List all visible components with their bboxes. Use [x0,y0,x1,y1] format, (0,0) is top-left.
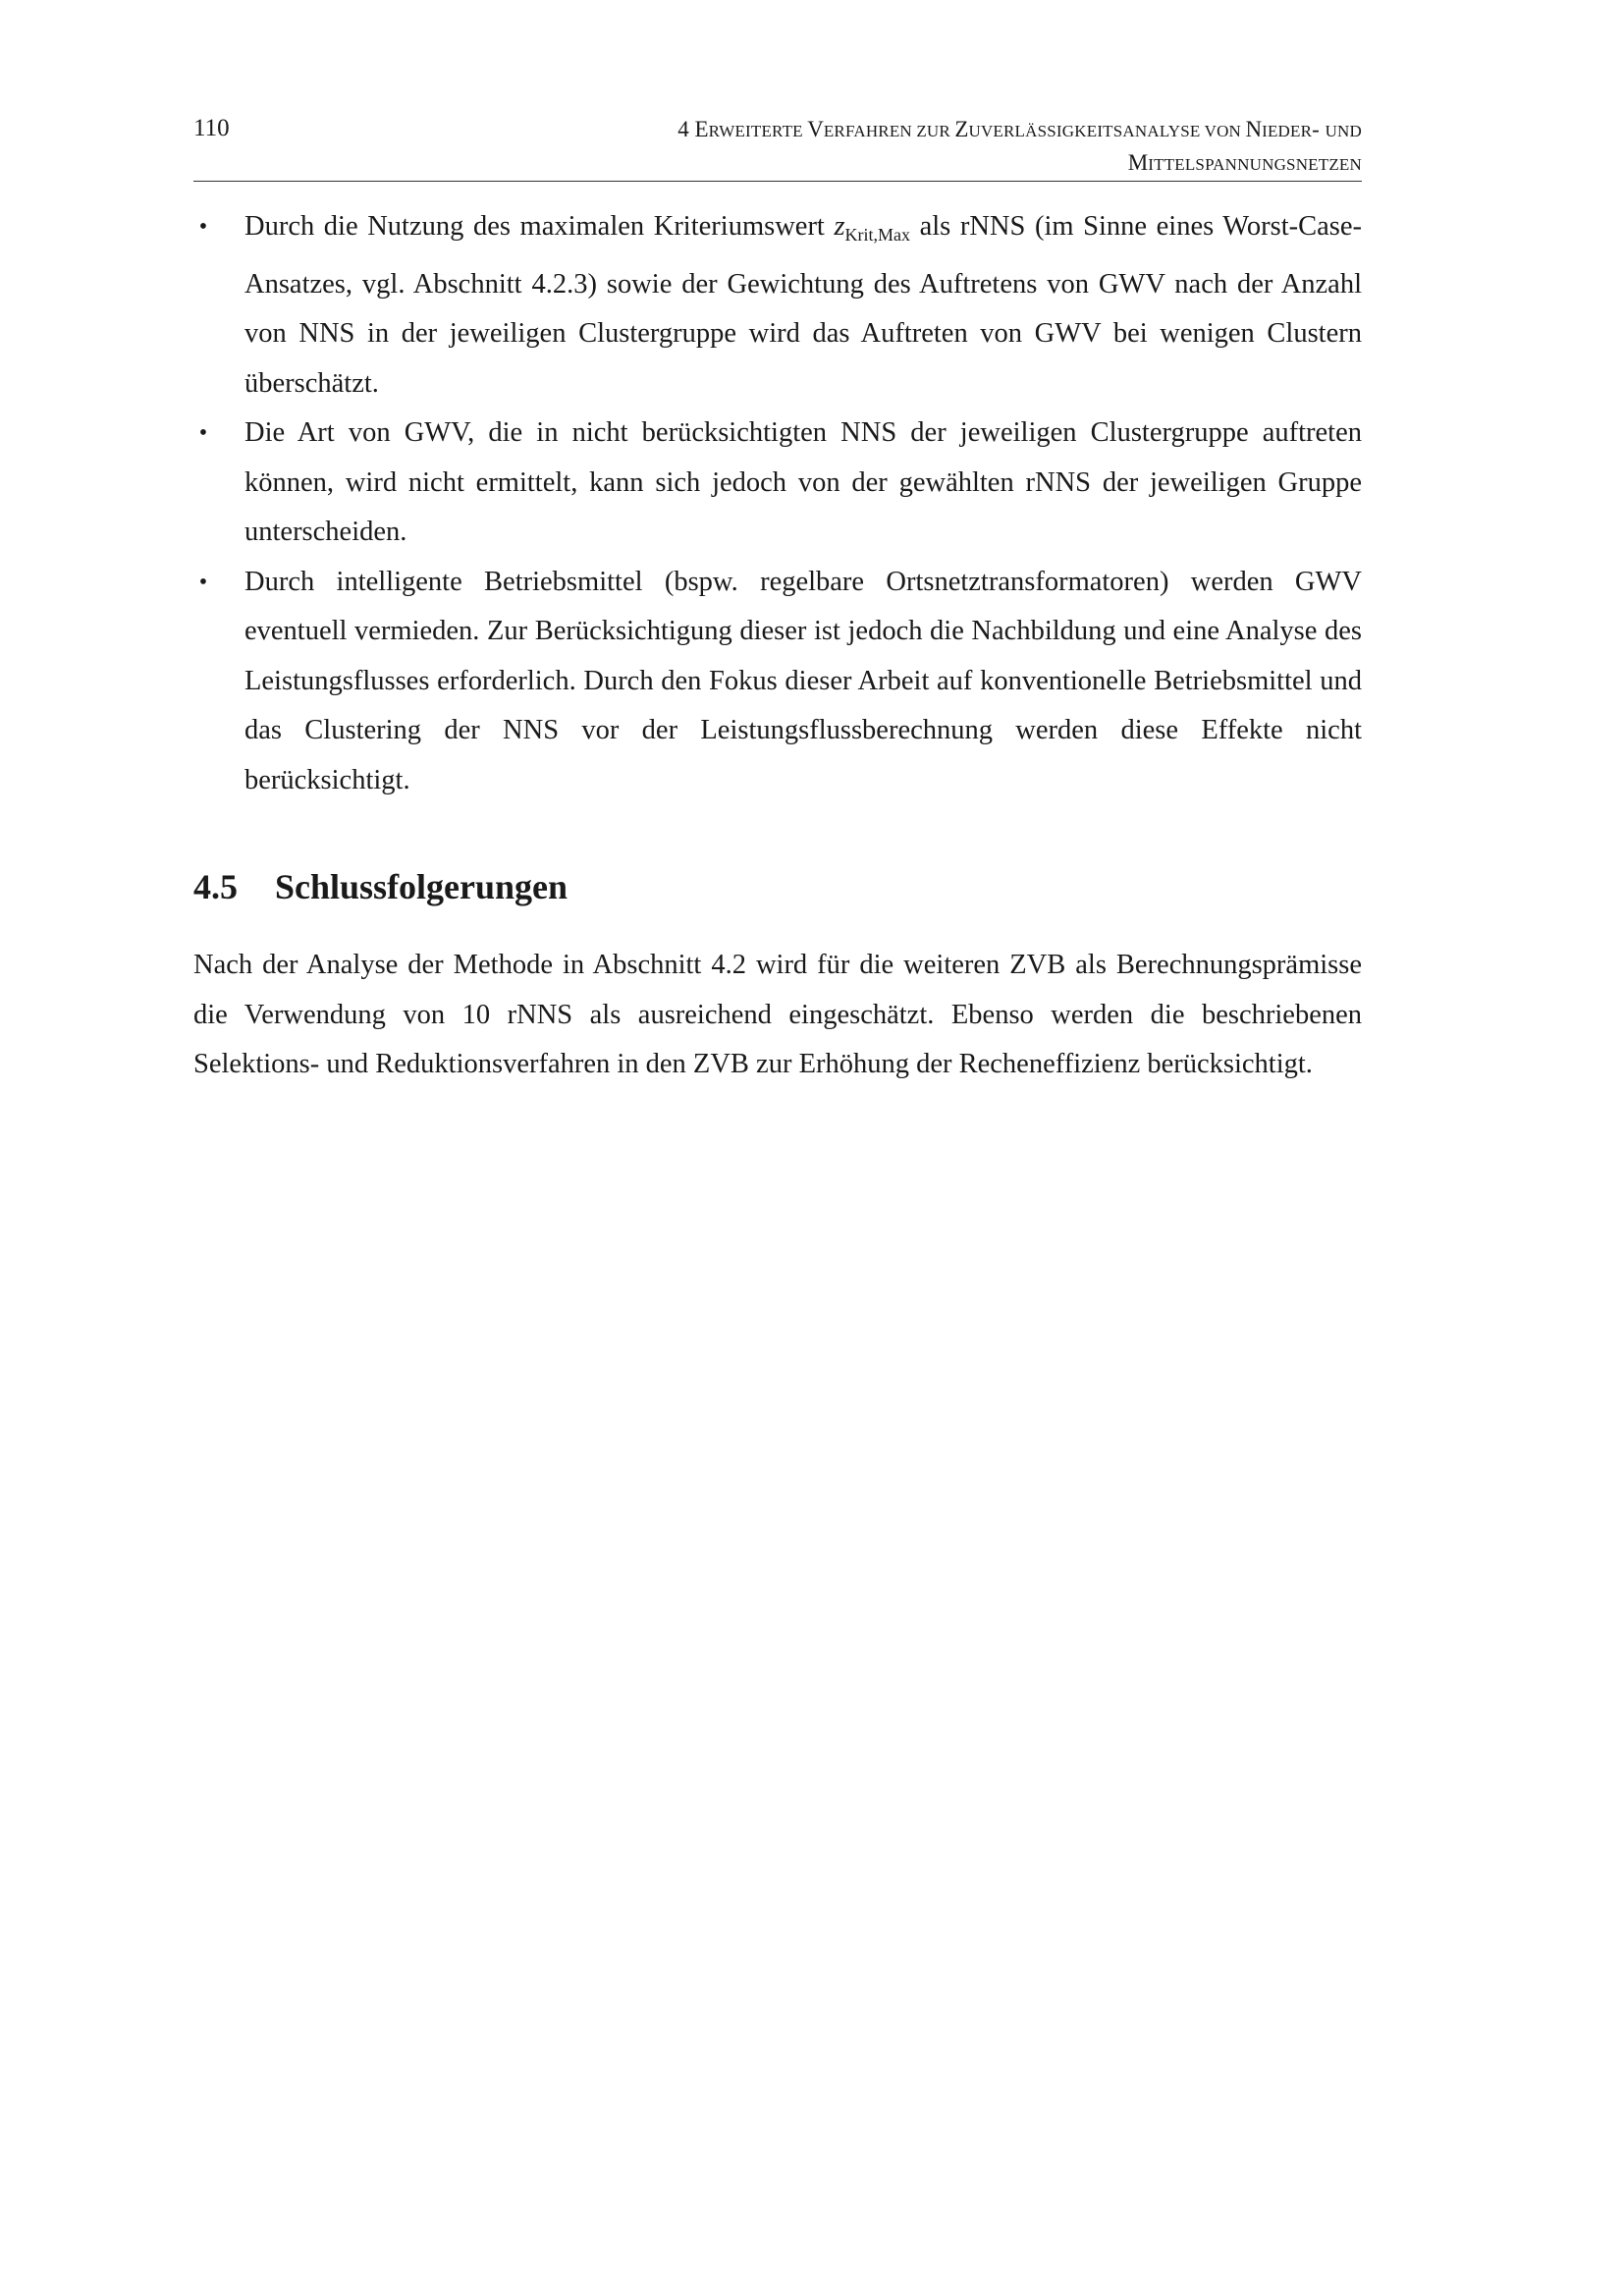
section-title: Schlussfolgerungen [275,867,568,906]
list-item: • Durch intelligente Betriebsmittel (bspw. regelbare Ortsnetztransformatoren) werden GWV eventuell vermieden. Zur Berücksichtigung dieser ist jedoch die Nachbildung und eine Analyse des Leistungsflusses erforderlich. Durch den Fokus dieser Arbeit auf konventionelle Betriebsmittel und das Clustering der NNS vor der Leistungsflussberechnung werden diese Effekte nicht berücksichtigt. [193,558,1362,806]
bullet-icon: • [198,569,208,595]
list-item: • Durch die Nutzung des maximalen Kriteriumswert $z_{Krit,Max}$ als rNNS (im Sinne eines Worst-Case-Ansatzes, vgl. Abschnitt 4.2.3) sowie der Gewichtung des Auftretens von GWV nach der Anzahl von NNS in der jeweiligen Clustergruppe wird das Auftreten von GWV bei wenigen Clustern überschätzt. [193,202,1362,409]
bullet-list [193,202,1362,805]
running-title-line-2: MITTELSPANNUNGSNETZEN [1127,150,1362,175]
list-item: • Die Art von GWV, die in nicht berücksichtigten NNS der jeweiligen Clustergruppe auftreten können, wird nicht ermittelt, kann sich jedoch von der gewählten rNNS der jeweiligen Gruppe unterscheiden. [193,409,1362,558]
section-paragraph: Nach der Analyse der Methode in Abschnitt 4.2 wird für die weiteren ZVB als Berechnungsprämisse die Verwendung von 10 rNNS als ausreichend eingeschätzt. Ebenso werden die beschriebenen Selektions- und Reduktionsverfahren in den ZVB zur Erhöhung der Recheneffizienz berücksichtigt. [193,950,1362,1079]
running-title-line-1: 4 ERWEITERTE VERFAHREN ZUR ZUVERLÄSSIGKEITSANALYSE VON NIEDER- UND [677,117,1362,141]
page-number: 110 [193,115,230,141]
section-heading [193,862,1362,911]
running-title [677,114,1362,181]
math-symbol: z [834,211,845,242]
bullet-icon: • [198,420,208,446]
header-rule [193,181,1362,182]
running-header [193,110,1362,179]
body-text [193,202,1362,1090]
math-subscript: Krit,Max [844,225,911,245]
section-number: 4.5 [193,867,238,906]
bullet-icon: • [198,214,208,240]
